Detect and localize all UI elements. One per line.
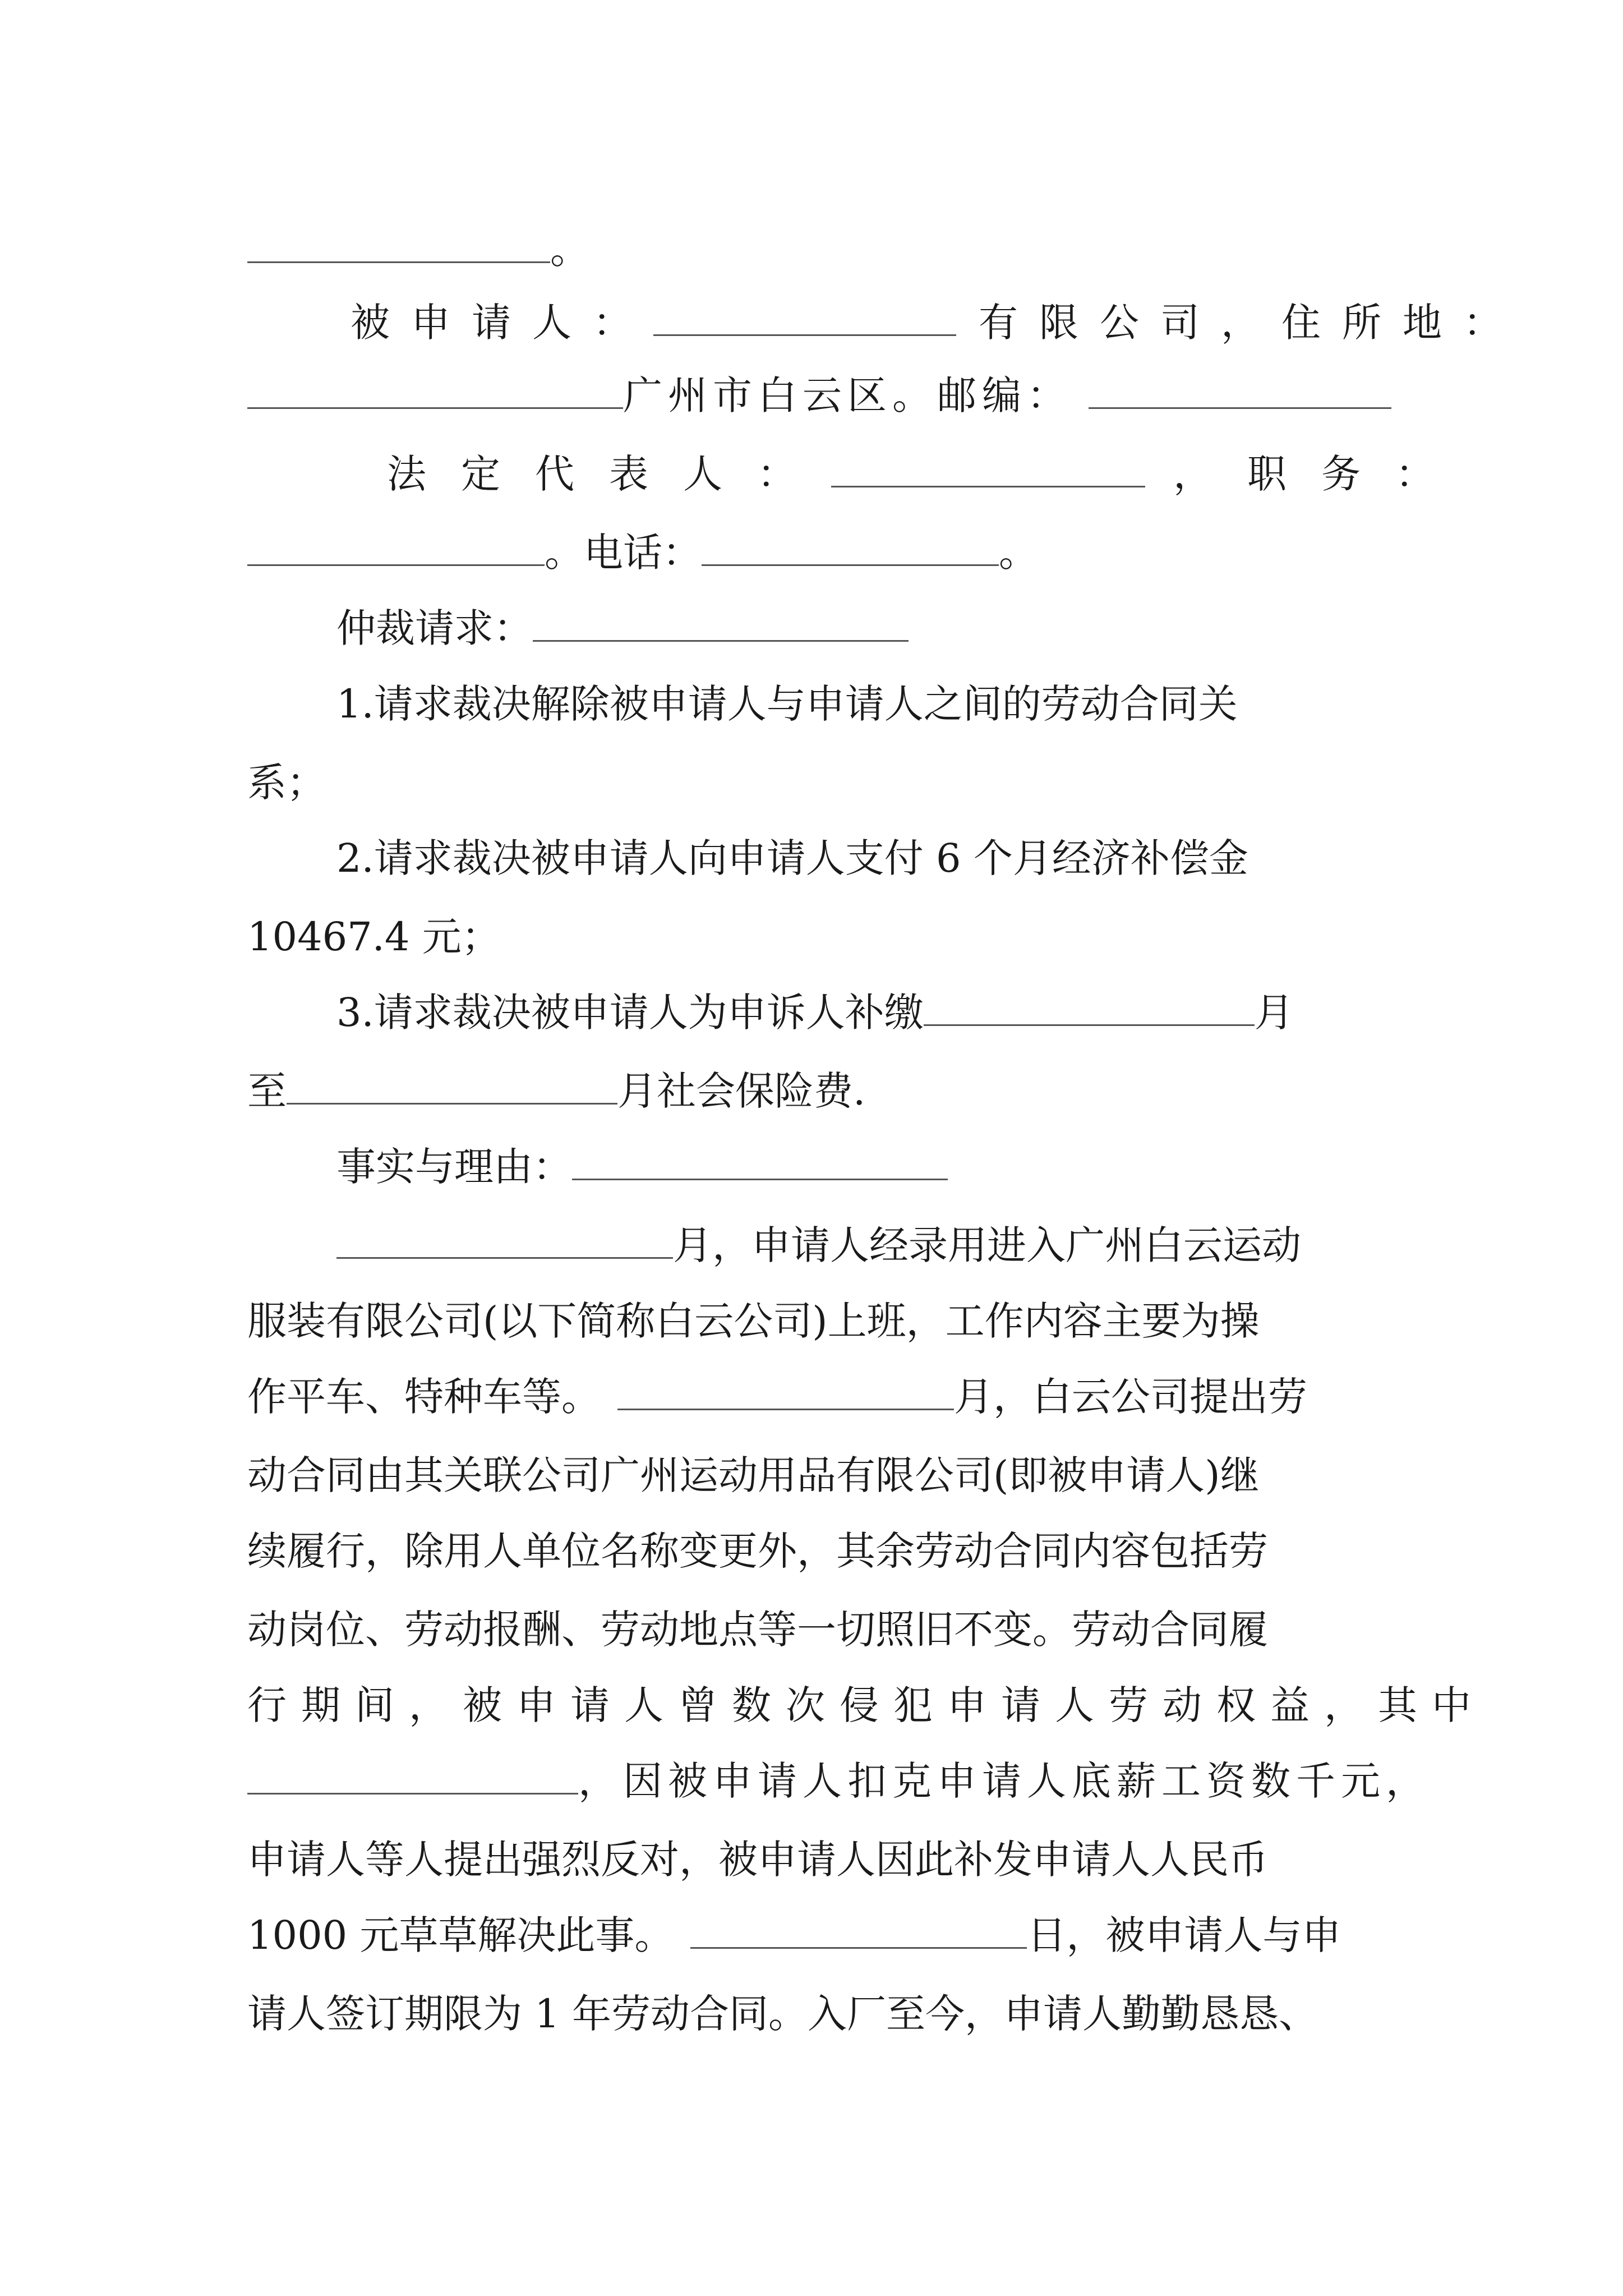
line-text: 请人签订期限为 1 年劳动合同。入厂至今，申请人勤勤恳恳、 [247, 1991, 1318, 2037]
doc-line [247, 909, 501, 965]
doc-line [387, 446, 1469, 502]
line-text: 服装有限公司(以下简称白云公司)上班，工作内容主要为操 [247, 1298, 1260, 1344]
section-heading: 仲裁请求： [336, 605, 533, 651]
doc-line [247, 1986, 1318, 2042]
line-text: 作平车、特种车等。 [247, 1374, 601, 1420]
position-label: 职务： [1247, 451, 1469, 497]
fill-blank [336, 1218, 673, 1259]
fill-blank [247, 222, 550, 263]
doc-line [247, 754, 326, 811]
doc-line [247, 1602, 1268, 1658]
line-text: 系； [247, 760, 326, 806]
respondent-label: 被申请人： [351, 300, 653, 346]
line-text: 月社会保险费. [617, 1068, 866, 1114]
line-text: 动岗位、劳动报酬、劳动地点等一切照旧不变。劳动合同履 [247, 1607, 1268, 1653]
fill-blank [287, 1064, 617, 1105]
doc-line [247, 1677, 1486, 1733]
fill-blank [924, 985, 1255, 1026]
doc-line [247, 1063, 865, 1119]
doc-line [247, 1293, 1260, 1349]
doc-line [247, 222, 589, 278]
line-text: 3.请求裁决被申请人为申诉人补缴 [336, 990, 924, 1036]
fill-blank [533, 601, 909, 642]
doc-line [247, 1753, 1431, 1809]
line-text: ， [1173, 451, 1247, 497]
doc-line [336, 1139, 948, 1195]
fill-blank [617, 1369, 954, 1410]
fill-blank [247, 368, 623, 409]
doc-line [336, 830, 1248, 886]
doc-line [336, 984, 1294, 1041]
doc-line [351, 295, 1524, 351]
doc-line [336, 676, 1238, 732]
phone-label: 。电话： [545, 530, 702, 576]
line-text: 行期间，被申请人曾数次侵犯申请人劳动权益，其中 [247, 1682, 1486, 1728]
fill-blank [702, 525, 999, 566]
line-text: 至 [247, 1068, 287, 1114]
fill-blank [1089, 368, 1391, 409]
line-text: 1.请求裁决解除被申请人与申请人之间的劳动合同关 [336, 681, 1238, 727]
line-text: 申请人等人提出强烈反对，被申请人因此补发申请人人民币 [247, 1837, 1268, 1883]
fill-blank [831, 447, 1145, 487]
doc-line [336, 1217, 1301, 1273]
line-text: 续履行，除用人单位名称变更外，其余劳动合同内容包括劳 [247, 1528, 1268, 1574]
line-text: 月，白云公司提出劳 [954, 1374, 1307, 1420]
line-text: 有限公司，住所地： [979, 300, 1524, 346]
line-text: 广州市白云区。邮编： [623, 372, 1072, 418]
line-text: 日，被申请人与申 [1027, 1912, 1341, 1958]
doc-line [247, 367, 1391, 424]
doc-line [247, 1832, 1268, 1888]
legal-rep-label: 法定代表人： [387, 451, 831, 497]
section-heading: 事实与理由： [336, 1144, 572, 1190]
line-text: 1000 元草草解决此事。 [247, 1912, 674, 1958]
doc-line [247, 1907, 1341, 1963]
doc-line [247, 524, 1038, 581]
fill-blank [690, 1908, 1027, 1949]
doc-line [247, 1369, 1307, 1425]
fill-blank [572, 1139, 948, 1180]
doc-line [247, 1447, 1260, 1503]
line-text: 动合同由其关联公司广州运动用品有限公司(即被申请人)继 [247, 1452, 1260, 1498]
doc-line [247, 1523, 1268, 1579]
line-text: 2.请求裁决被申请人向申请人支付 6 个月经济补偿金 [336, 835, 1248, 881]
line-text: 10467.4 元； [247, 914, 501, 960]
line-text: 。 [550, 227, 589, 273]
doc-line [336, 600, 909, 656]
line-text: 月，申请人经录用进入广州白云运动 [673, 1222, 1301, 1268]
line-text: 。 [999, 530, 1038, 576]
fill-blank [653, 295, 956, 336]
fill-blank [247, 1754, 578, 1795]
line-text: ，因被申请人扣克申请人底薪工资数千元， [578, 1758, 1431, 1804]
line-text: 月 [1254, 990, 1294, 1036]
fill-blank [247, 525, 545, 566]
